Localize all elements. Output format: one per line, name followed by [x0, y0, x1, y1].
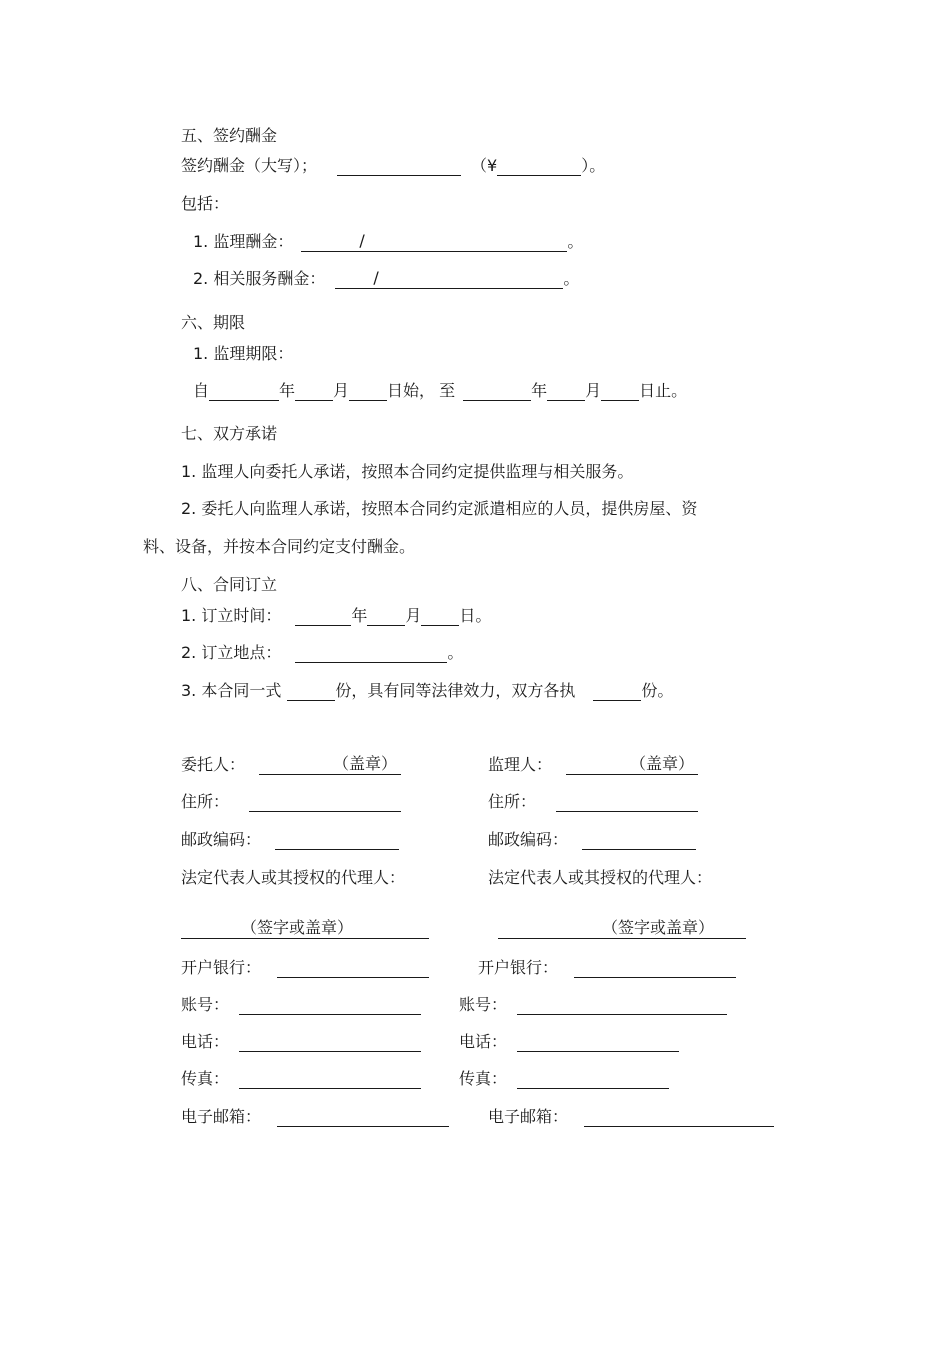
- supervisor-account-label: 账号：: [459, 995, 508, 1014]
- supervisor-fax-line: [459, 1069, 669, 1089]
- supervisor-rep-label: 法定代表人或其授权的代理人：: [488, 868, 713, 887]
- client-fax-label: 传真：: [181, 1069, 230, 1088]
- section-8-heading: 八、合同订立: [181, 575, 278, 594]
- end-year-label: 年: [531, 381, 548, 400]
- supervisor-address-label: 住所：: [488, 792, 537, 811]
- supervisor-fax-blank[interactable]: [517, 1070, 669, 1089]
- client-party-label: 委托人：: [181, 755, 246, 774]
- copies-label: 3. 本合同一式: [181, 681, 282, 700]
- copies-total-blank[interactable]: [287, 682, 335, 701]
- fee-yuan-blank[interactable]: [497, 157, 581, 176]
- supervisor-party-label: 监理人：: [488, 755, 553, 774]
- start-year-blank[interactable]: [209, 382, 279, 401]
- supervisor-sign-blank[interactable]: [498, 920, 746, 939]
- client-account-label: 账号：: [181, 995, 230, 1014]
- supervisor-sign-line: [498, 919, 746, 939]
- supervisor-bank-line: [478, 958, 736, 978]
- client-party-blank[interactable]: [259, 756, 401, 775]
- fee-amount-blank[interactable]: [337, 157, 461, 176]
- section-6-heading: 六、期限: [181, 313, 246, 332]
- supervisor-seal-label: （盖章）: [630, 754, 695, 773]
- client-phone-label: 电话：: [181, 1032, 230, 1051]
- include-label: 包括：: [181, 194, 230, 213]
- supervision-fee-slash: /: [359, 231, 365, 250]
- copies-mid-text: 份，具有同等法律效力，双方各执: [335, 681, 576, 700]
- client-phone-line: [181, 1032, 421, 1052]
- end-year-blank[interactable]: [463, 382, 531, 401]
- client-postcode-blank[interactable]: [275, 831, 399, 850]
- client-email-line: [181, 1107, 449, 1127]
- supervisor-bank-blank[interactable]: [574, 959, 736, 978]
- client-postcode-line: [181, 830, 399, 850]
- start-day-blank[interactable]: [349, 382, 387, 401]
- start-month-blank[interactable]: [295, 382, 333, 401]
- supervisor-email-line: [488, 1107, 774, 1127]
- supervisor-phone-label: 电话：: [459, 1032, 508, 1051]
- client-email-blank[interactable]: [277, 1108, 449, 1127]
- client-sign-line: [181, 919, 429, 939]
- supervisor-postcode-blank[interactable]: [582, 831, 696, 850]
- period-dates-line: [193, 381, 687, 401]
- start-day-label: 日始，: [387, 381, 436, 400]
- supervisor-party-line: [488, 755, 698, 775]
- signing-month-label: 月: [405, 606, 422, 625]
- related-service-fee-end: 。: [563, 269, 580, 288]
- section-7-heading: 七、双方承诺: [181, 424, 278, 443]
- period-from-label: 自: [193, 381, 210, 400]
- client-fax-blank[interactable]: [239, 1070, 421, 1089]
- signing-year-blank[interactable]: [295, 607, 351, 626]
- signing-month-blank[interactable]: [367, 607, 405, 626]
- client-address-line: [181, 792, 401, 812]
- client-sign-blank[interactable]: [181, 920, 429, 939]
- fee-paren-close: ）。: [581, 156, 606, 175]
- supervisor-email-blank[interactable]: [584, 1108, 774, 1127]
- commitment-item-2-line-1: 2. 委托人向监理人承诺，按照本合同约定派遣相应的人员，提供房屋、资: [181, 499, 698, 518]
- end-month-blank[interactable]: [547, 382, 585, 401]
- fee-amount-line: [181, 156, 605, 176]
- client-address-label: 住所：: [181, 792, 230, 811]
- end-day-label: 日止。: [639, 381, 688, 400]
- supervisor-account-blank[interactable]: [517, 996, 727, 1015]
- supervisor-phone-blank[interactable]: [517, 1033, 679, 1052]
- related-service-fee-label: 2. 相关服务酬金：: [193, 269, 326, 288]
- client-postcode-label: 邮政编码：: [181, 830, 262, 849]
- signing-day-label: 日。: [459, 606, 492, 625]
- supervisor-bank-label: 开户银行：: [478, 958, 559, 977]
- signing-place-blank[interactable]: [295, 644, 447, 663]
- commitment-item-2-line-2: 料、设备，并按本合同约定支付酬金。: [143, 537, 416, 556]
- supervisor-party-blank[interactable]: [566, 756, 698, 775]
- fee-paren-open: （¥: [471, 156, 498, 175]
- related-service-fee-slash: /: [373, 268, 379, 287]
- client-bank-line: [181, 958, 429, 978]
- client-email-label: 电子邮箱：: [181, 1107, 262, 1126]
- copies-each-blank[interactable]: [593, 682, 641, 701]
- client-seal-label: （盖章）: [333, 754, 398, 773]
- section-5-heading: 五、签约酬金: [181, 126, 278, 145]
- related-service-fee-line: [193, 269, 579, 289]
- supervisor-email-label: 电子邮箱：: [488, 1107, 569, 1126]
- signing-place-line: [181, 643, 463, 663]
- copies-end: 份。: [641, 681, 674, 700]
- signing-place-end: 。: [447, 643, 464, 662]
- supervision-period-label: 1. 监理期限：: [193, 344, 294, 363]
- client-bank-blank[interactable]: [277, 959, 429, 978]
- supervisor-postcode-line: [488, 830, 696, 850]
- related-service-fee-blank[interactable]: [335, 270, 563, 289]
- client-account-line: [181, 995, 421, 1015]
- end-month-label: 月: [585, 381, 602, 400]
- client-party-line: [181, 755, 401, 775]
- start-year-label: 年: [279, 381, 296, 400]
- supervisor-account-line: [459, 995, 727, 1015]
- client-sign-seal-label: （签字或盖章）: [241, 918, 354, 937]
- client-account-blank[interactable]: [239, 996, 421, 1015]
- supervision-fee-blank[interactable]: [301, 233, 567, 252]
- period-to-label: 至: [439, 381, 456, 400]
- signing-date-line: [181, 606, 491, 626]
- supervisor-postcode-label: 邮政编码：: [488, 830, 569, 849]
- client-rep-label: 法定代表人或其授权的代理人：: [181, 868, 406, 887]
- supervision-fee-end: 。: [567, 232, 584, 251]
- end-day-blank[interactable]: [601, 382, 639, 401]
- supervisor-fax-label: 传真：: [459, 1069, 508, 1088]
- client-bank-label: 开户银行：: [181, 958, 262, 977]
- signing-date-label: 1. 订立时间：: [181, 606, 282, 625]
- signing-place-label: 2. 订立地点：: [181, 643, 282, 662]
- signing-day-blank[interactable]: [421, 607, 459, 626]
- supervisor-sign-seal-label: （签字或盖章）: [602, 918, 715, 937]
- commitment-item-1: 1. 监理人向委托人承诺，按照本合同约定提供监理与相关服务。: [181, 462, 634, 481]
- start-month-label: 月: [333, 381, 350, 400]
- client-address-blank[interactable]: [249, 793, 401, 812]
- supervision-fee-line: [193, 232, 583, 252]
- signing-year-label: 年: [351, 606, 368, 625]
- supervisor-address-line: [488, 792, 698, 812]
- client-phone-blank[interactable]: [239, 1033, 421, 1052]
- fee-amount-label: 签约酬金（大写）；: [181, 156, 318, 175]
- supervisor-address-blank[interactable]: [556, 793, 698, 812]
- supervisor-phone-line: [459, 1032, 679, 1052]
- client-fax-line: [181, 1069, 421, 1089]
- copies-line: [181, 681, 673, 701]
- supervision-fee-label: 1. 监理酬金：: [193, 232, 294, 251]
